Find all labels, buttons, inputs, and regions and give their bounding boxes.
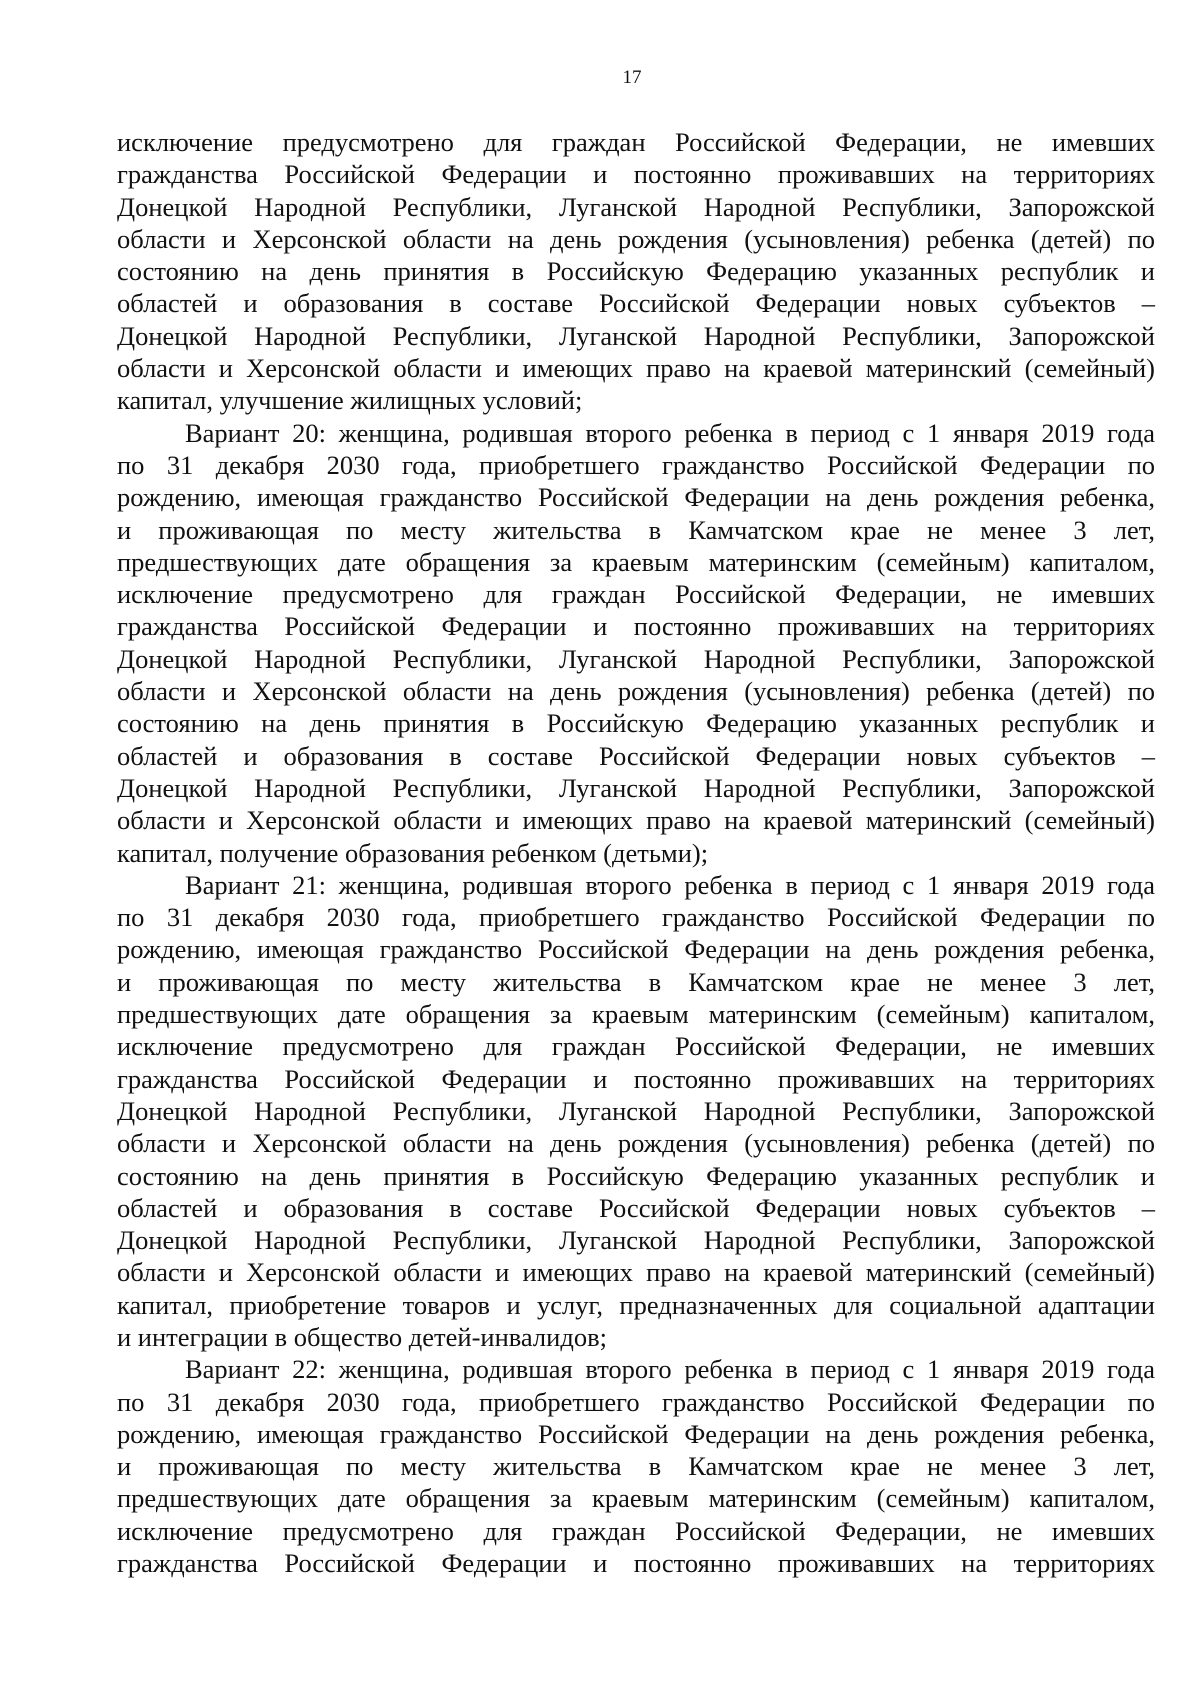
text-line: Донецкой Народной Республики, Луганской Народной Республики, Запорожской	[117, 1095, 1155, 1126]
text-line: Донецкой Народной Республики, Луганской Народной Республики, Запорожской	[117, 772, 1155, 803]
text-line: по 31 декабря 2030 года, приобретшего гражданство Российской Федерации по	[117, 902, 1155, 933]
text-line: по 31 декабря 2030 года, приобретшего гражданство Российской Федерации по	[117, 449, 1155, 480]
text-line: капитал, получение образования ребенком (детьми);	[117, 837, 709, 868]
text-line: Донецкой Народной Республики, Луганской Народной Республики, Запорожской	[117, 191, 1155, 222]
text-line: областей и образования в составе Российской Федерации новых субъектов –	[117, 288, 1155, 319]
text-line: Вариант 22: женщина, родившая второго ребенка в период с 1 января 2019 года	[185, 1354, 1155, 1385]
text-line: предшествующих дате обращения за краевым материнским (семейным) капиталом,	[117, 999, 1155, 1030]
text-line: рождению, имеющая гражданство Российской Федерации на день рождения ребенка,	[117, 1418, 1155, 1449]
text-line: и проживающая по месту жительства в Камчатском крае не менее 3 лет,	[117, 514, 1155, 545]
text-line: и проживающая по месту жительства в Камчатском крае не менее 3 лет,	[117, 966, 1155, 997]
text-line: гражданства Российской Федерации и постоянно проживавших на территориях	[117, 1063, 1155, 1094]
text-line: и проживающая по месту жительства в Камчатском крае не менее 3 лет,	[117, 1451, 1155, 1482]
text-line: и интеграции в общество детей-инвалидов;	[117, 1321, 607, 1352]
text-line: Вариант 21: женщина, родившая второго ребенка в период с 1 января 2019 года	[185, 869, 1155, 900]
text-line: Донецкой Народной Республики, Луганской Народной Республики, Запорожской	[117, 643, 1155, 674]
text-line: исключение предусмотрено для граждан Российской Федерации, не имевших	[117, 1515, 1155, 1546]
text-line: состоянию на день принятия в Российскую Федерацию указанных республик и	[117, 1160, 1155, 1191]
text-line: состоянию на день принятия в Российскую Федерацию указанных республик и	[117, 708, 1155, 739]
text-line: Донецкой Народной Республики, Луганской Народной Республики, Запорожской	[117, 320, 1155, 351]
text-line: капитал, улучшение жилищных условий;	[117, 385, 583, 416]
text-line: исключение предусмотрено для граждан Российской Федерации, не имевших	[117, 127, 1155, 157]
text-line: капитал, приобретение товаров и услуг, предназначенных для социальной адаптации	[117, 1289, 1155, 1320]
text-line: Донецкой Народной Республики, Луганской Народной Республики, Запорожской	[117, 1225, 1155, 1256]
text-line: предшествующих дате обращения за краевым материнским (семейным) капиталом,	[117, 546, 1155, 577]
text-line: гражданства Российской Федерации и постоянно проживавших на территориях	[117, 611, 1155, 642]
text-line: рождению, имеющая гражданство Российской Федерации на день рождения ребенка,	[117, 934, 1155, 965]
text-line: областей и образования в составе Российской Федерации новых субъектов –	[117, 740, 1155, 771]
text-line: области и Херсонской области и имеющих право на краевой материнский (семейный)	[117, 353, 1155, 384]
text-line: области и Херсонской области и имеющих право на краевой материнский (семейный)	[117, 805, 1155, 836]
text-line: предшествующих дате обращения за краевым материнским (семейным) капиталом,	[117, 1483, 1155, 1514]
text-line: области и Херсонской области и имеющих право на краевой материнский (семейный)	[117, 1257, 1155, 1288]
text-line: рождению, имеющая гражданство Российской Федерации на день рождения ребенка,	[117, 482, 1155, 513]
text-line: состоянию на день принятия в Российскую Федерацию указанных республик и	[117, 256, 1155, 287]
text-line: исключение предусмотрено для граждан Российской Федерации, не имевших	[117, 1031, 1155, 1062]
page-number: 17	[622, 67, 642, 88]
text-line: по 31 декабря 2030 года, приобретшего гражданство Российской Федерации по	[117, 1386, 1155, 1417]
text-line: гражданства Российской Федерации и постоянно проживавших на территориях	[117, 1548, 1155, 1579]
text-line: Вариант 20: женщина, родившая второго ребенка в период с 1 января 2019 года	[185, 417, 1155, 448]
text-line: областей и образования в составе Российской Федерации новых субъектов –	[117, 1192, 1155, 1223]
text-line: области и Херсонской области на день рождения (усыновления) ребенка (детей) по	[117, 676, 1155, 707]
text-line: области и Херсонской области на день рождения (усыновления) ребенка (детей) по	[117, 1128, 1155, 1159]
text-line: исключение предусмотрено для граждан Российской Федерации, не имевших	[117, 579, 1155, 610]
document-body	[117, 126, 1155, 1579]
text-line: области и Херсонской области на день рождения (усыновления) ребенка (детей) по	[117, 223, 1155, 254]
text-line: гражданства Российской Федерации и постоянно проживавших на территориях	[117, 159, 1155, 190]
